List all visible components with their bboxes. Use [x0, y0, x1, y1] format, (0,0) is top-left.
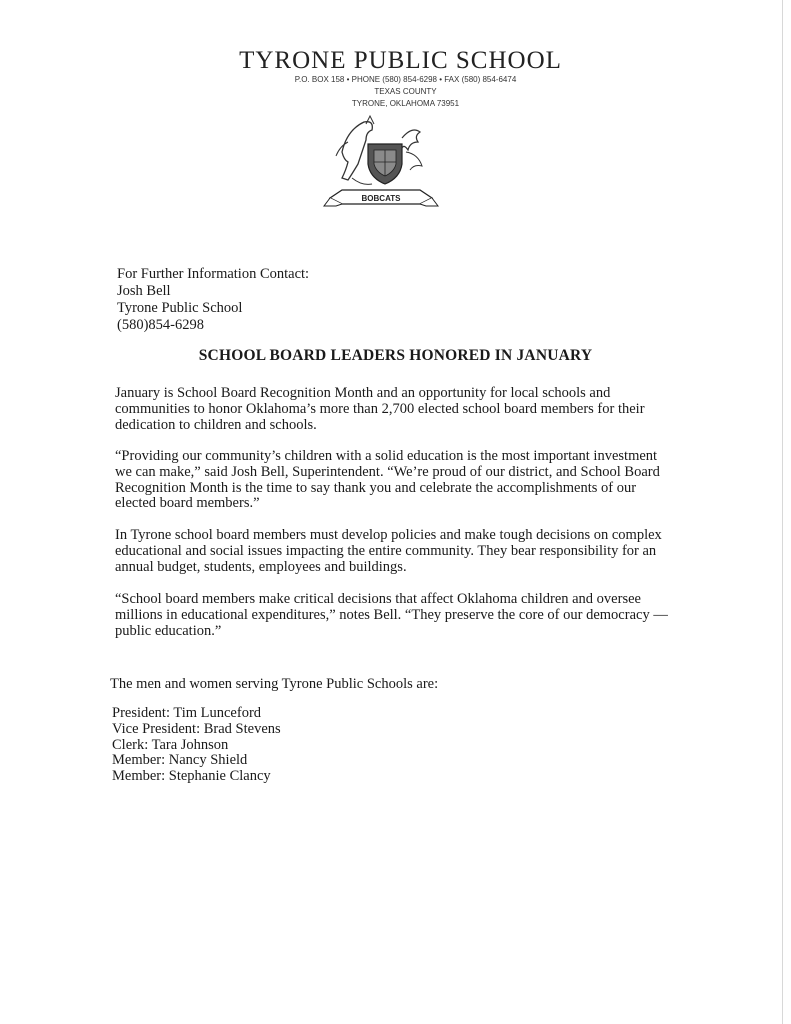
contact-name: Josh Bell	[117, 283, 171, 299]
paragraph-recognition-month: January is School Board Recognition Month and an opportunity for local schools and communities to honor Oklahoma’s more than 2,700 elected school board members for their dedication to children and schools.	[115, 385, 645, 433]
press-release-headline: SCHOOL BOARD LEADERS HONORED IN JANUARY	[198, 347, 593, 364]
board-member-vice-president: Vice President: Brad Stevens	[112, 720, 281, 737]
city-line: TYRONE, OKLAHOMA 73951	[351, 99, 460, 108]
paragraph-bell-quote: “School board members make critical decisions that affect Oklahoma children and oversee millions in educational expenditures,” notes Bell. “They preserve the core of our democracy —public education.”	[115, 591, 668, 639]
board-member-president: President: Tim Lunceford	[112, 705, 262, 721]
contact-phone: (580)854-6298	[117, 317, 204, 333]
school-name: TYRONE PUBLIC SCHOOL	[239, 47, 562, 74]
county-line: TEXAS COUNTY	[374, 87, 437, 96]
page-edge-line	[782, 0, 783, 1024]
board-member-clerk: Clerk: Tara Johnson	[112, 736, 229, 753]
contact-organization: Tyrone Public School	[117, 300, 243, 316]
paragraph-board-responsibilities: In Tyrone school board members must develop policies and make tough decisions on complex educational and social issues impacting the entire community. They bear responsibility for an annual budget, students, employees and buildings.	[115, 527, 662, 575]
board-member-stephanie-clancy: Member: Stephanie Clancy	[112, 768, 271, 785]
contact-heading: For Further Information Contact:	[117, 266, 310, 282]
paragraph-superintendent-quote: “Providing our community’s children with a solid education is the most important investment we can make,” said Josh Bell, Superintendent. “We’re proud of our district, and School Board Recognition Month is the time to say thank you and celebrate the accomplishments of our elected board members.”	[115, 448, 660, 512]
board-member-list	[112, 706, 281, 785]
letterhead	[0, 48, 791, 110]
board-member-nancy-shield: Member: Nancy Shield	[112, 752, 248, 769]
address-line: P.O. BOX 158 • PHONE (580) 854-6298 • FAX (580) 854-6474	[294, 75, 517, 84]
contact-block	[117, 266, 309, 334]
serving-intro: The men and women serving Tyrone Public Schools are:	[110, 676, 439, 692]
school-seal-logo	[322, 112, 440, 212]
seal-banner-text: BOBCATS	[361, 194, 401, 203]
